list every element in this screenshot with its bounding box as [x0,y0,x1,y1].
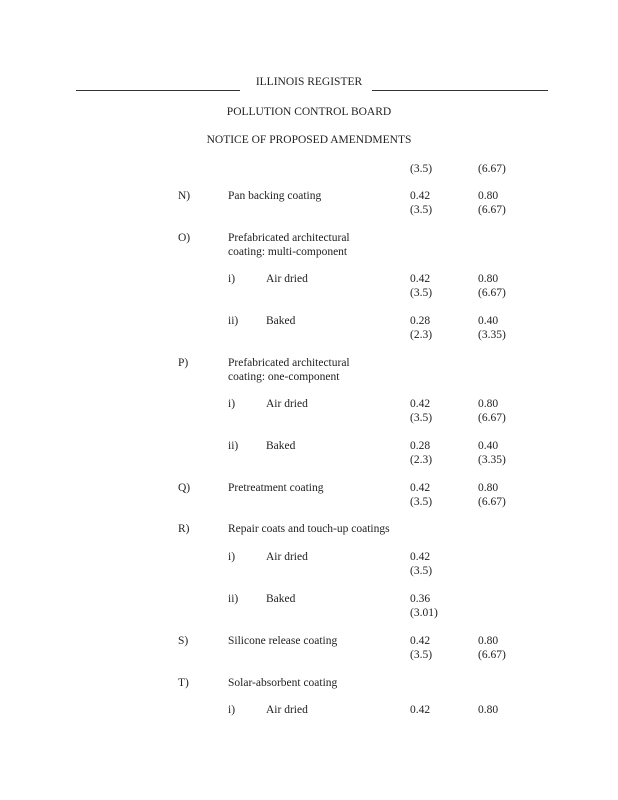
item-value-s-1: 0.42 [410,635,431,647]
subitem-value-o-i-2b: (6.67) [478,287,506,299]
subitem-value-p-i-1: 0.42 [410,398,431,410]
item-letter-r: R) [178,523,190,535]
subitem-value-p-i-2: 0.80 [478,398,499,410]
item-label-o-line2: coating: multi-component [228,246,348,258]
subitem-value-o-ii-1: 0.28 [410,315,431,327]
subitem-value-o-i-1: 0.42 [410,273,431,285]
subitem-value-p-i-1b: (3.5) [410,412,433,424]
item-value-q-1b: (3.5) [410,496,433,508]
item-value-n-2: 0.80 [478,190,499,202]
subitem-label-p-ii: Baked [266,440,296,452]
subitem-value-r-ii-1: 0.36 [410,593,431,605]
item-label-n: Pan backing coating [228,190,322,202]
subitem-label-r-i: Air dried [266,551,308,563]
subitem-value-r-i-1b: (3.5) [410,565,433,577]
subitem-value-o-i-1b: (3.5) [410,287,433,299]
item-value-n-1: 0.42 [410,190,431,202]
agency-title: POLLUTION CONTROL BOARD [226,106,392,118]
item-value-q-1: 0.42 [410,482,431,494]
item-letter-p: P) [178,357,189,369]
subitem-num-t-i: i) [228,704,236,716]
header-rule-left [76,90,240,91]
header-rule-right [372,90,548,91]
subitem-value-p-ii-1b: (2.3) [410,454,433,466]
notice-title: NOTICE OF PROPOSED AMENDMENTS [206,134,412,146]
continuation-value-1: (3.5) [410,163,433,175]
continuation-value-2: (6.67) [478,163,506,175]
subitem-label-o-i: Air dried [266,273,308,285]
register-title: ILLINOIS REGISTER [255,76,363,88]
subitem-value-r-ii-1b: (3.01) [410,607,438,619]
item-value-q-2: 0.80 [478,482,499,494]
subitem-value-r-i-1: 0.42 [410,551,431,563]
subitem-value-o-ii-2b: (3.35) [478,329,506,341]
subitem-num-o-ii: ii) [228,315,239,327]
subitem-value-o-ii-1b: (2.3) [410,329,433,341]
subitem-value-t-i-1: 0.42 [410,704,431,716]
subitem-num-r-i: i) [228,551,236,563]
item-label-q: Pretreatment coating [228,482,324,494]
item-value-s-2b: (6.67) [478,649,506,661]
item-value-n-2b: (6.67) [478,204,506,216]
subitem-label-t-i: Air dried [266,704,308,716]
subitem-num-p-ii: ii) [228,440,239,452]
subitem-label-r-ii: Baked [266,593,296,605]
item-letter-t: T) [178,677,189,689]
subitem-num-r-ii: ii) [228,593,239,605]
item-letter-o: O) [178,232,191,244]
subitem-value-p-ii-1: 0.28 [410,440,431,452]
item-value-s-2: 0.80 [478,635,499,647]
subitem-value-p-ii-2: 0.40 [478,440,499,452]
item-letter-n: N) [178,190,191,202]
item-value-q-2b: (6.67) [478,496,506,508]
subitem-label-o-ii: Baked [266,315,296,327]
item-value-n-1b: (3.5) [410,204,433,216]
item-label-p-line1: Prefabricated architectural [228,357,350,369]
item-value-s-1b: (3.5) [410,649,433,661]
subitem-value-o-ii-2: 0.40 [478,315,499,327]
item-label-t: Solar-absorbent coating [228,677,338,689]
subitem-label-p-i: Air dried [266,398,308,410]
item-label-o-line1: Prefabricated architectural [228,232,350,244]
item-label-s: Silicone release coating [228,635,338,647]
subitem-value-p-ii-2b: (3.35) [478,454,506,466]
subitem-num-o-i: i) [228,273,236,285]
item-label-r: Repair coats and touch-up coatings [228,523,390,535]
item-letter-s: S) [178,635,189,647]
subitem-num-p-i: i) [228,398,236,410]
subitem-value-o-i-2: 0.80 [478,273,499,285]
item-letter-q: Q) [178,482,191,494]
item-label-p-line2: coating: one-component [228,371,340,383]
subitem-value-t-i-2: 0.80 [478,704,499,716]
subitem-value-p-i-2b: (6.67) [478,412,506,424]
